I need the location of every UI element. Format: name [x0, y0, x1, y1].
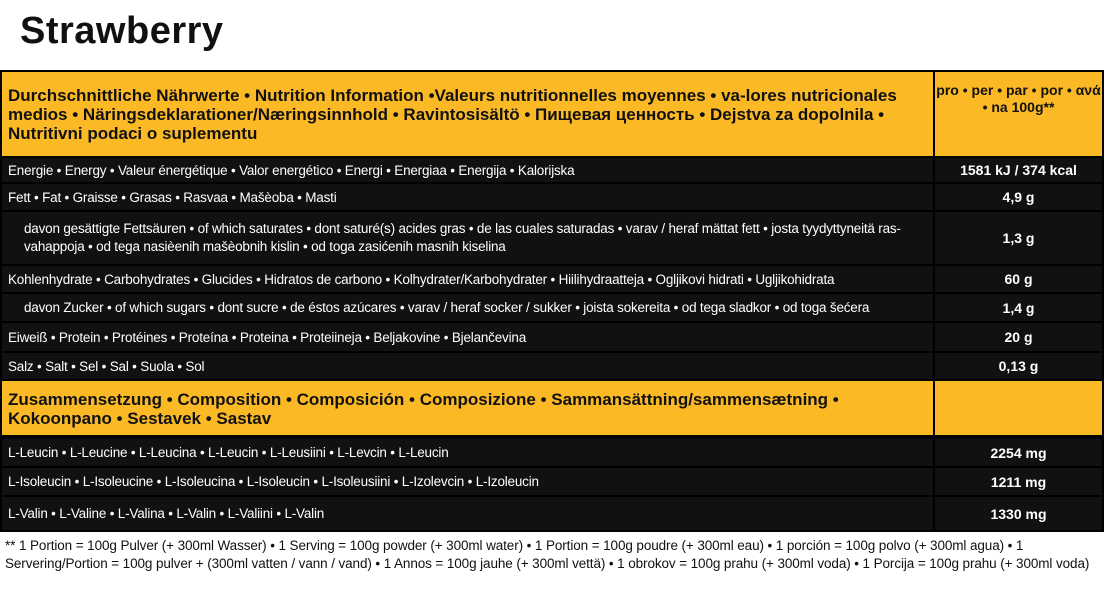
table-row: [2, 294, 1102, 321]
row-value: 1,4 g: [935, 294, 1102, 321]
table-row: [2, 158, 1102, 182]
row-label: Eiweiß • Protein • Protéines • Proteína • Proteina • Proteiineja • Beljakovine • Bjelančevina: [2, 323, 933, 351]
row-label: Salz • Salt • Sel • Sal • Suola • Sol: [2, 353, 933, 379]
row-value: 60 g: [935, 266, 1102, 292]
composition-header-blank: [935, 381, 1102, 435]
row-label: Energie • Energy • Valeur énergétique • Valor energético • Energi • Energiaa • Energija • Kalorijska: [2, 158, 933, 182]
row-value: 1211 mg: [935, 468, 1102, 495]
product-title: Strawberry: [20, 10, 224, 52]
nutrition-table: [0, 70, 1104, 532]
row-label: L-Leucin • L-Leucine • L-Leucina • L-Leucin • L-Leusiini • L-Levcin • L-Leucin: [2, 439, 933, 466]
per-100g-label: pro • per • par • por • ανά • na 100g**: [935, 72, 1102, 156]
row-label: L-Isoleucin • L-Isoleucine • L-Isoleucina • L-Isoleucin • L-Isoleusiini • L-Izolevcin • L-Izoleucin: [2, 468, 933, 495]
nutrition-header-row: [2, 72, 1102, 156]
table-row: [2, 439, 1102, 466]
row-value: 4,9 g: [935, 184, 1102, 210]
table-row: [2, 497, 1102, 530]
row-label: L-Valin • L-Valine • L-Valina • L-Valin • L-Valiini • L-Valin: [2, 497, 933, 530]
nutrition-header: Durchschnittliche Nährwerte • Nutrition Information •Valeurs nutritionnelles moyennes • va-lores nutricionales medios • Näringsdeklarationer/Næringsinnhold • Ravintosisältö • Пищевая ценность • Dejstva za dopolnila • Nutritivni podaci o suplementu: [2, 72, 933, 156]
row-value: 20 g: [935, 323, 1102, 351]
composition-header: Zusammensetzung • Composition • Composición • Composizione • Sammansättning/sammensætning • Kokoonpano • Sestavek • Sastav: [2, 381, 933, 435]
row-value: 1330 mg: [935, 497, 1102, 530]
table-row: [2, 266, 1102, 292]
composition-header-row: [2, 381, 1102, 435]
serving-footnote: ** 1 Portion = 100g Pulver (+ 300ml Wasser) • 1 Serving = 100g powder (+ 300ml water) • 1 Portion = 100g poudre (+ 300ml eau) • 1 porción = 100g polvo (+ 300ml agua) • 1 Servering/Portion = 100g pulver + (300ml vatten / vann / vand) • 1 Annos = 100g jauhe (+ 300ml vettä) • 1 obrokov = 100g prahu (+ 300ml voda) • 1 Porcija = 100g prahu (+ 300ml voda): [5, 538, 1090, 571]
table-row: [2, 212, 1102, 264]
table-row: [2, 468, 1102, 495]
row-value: 2254 mg: [935, 439, 1102, 466]
table-row: [2, 184, 1102, 210]
row-label: Kohlenhydrate • Carbohydrates • Glucides • Hidratos de carbono • Kolhydrater/Karbohydrater • Hiilihydraatteja • Ogljikovi hidrati • Ugljikohidrata: [2, 266, 933, 292]
row-value: 1581 kJ / 374 kcal: [935, 158, 1102, 182]
row-label: Fett • Fat • Graisse • Grasas • Rasvaa • Mašèoba • Masti: [2, 184, 933, 210]
row-value: 0,13 g: [935, 353, 1102, 379]
table-row: [2, 323, 1102, 351]
row-value: 1,3 g: [935, 212, 1102, 264]
row-label: davon gesättigte Fettsäuren • of which saturates • dont saturé(s) acides gras • de las cuales saturadas • varav / heraf mättat fett • josta tyydyttyneitä ras-vahappoja • od tega nasièenih mašèobnih kislin • od toga zasićenih masnih kiselina: [2, 212, 933, 264]
table-row: [2, 353, 1102, 379]
row-label: davon Zucker • of which sugars • dont sucre • de éstos azúcares • varav / heraf socker / sukker • joista sokereita • od tega sladkor • od toga šećera: [2, 294, 933, 321]
